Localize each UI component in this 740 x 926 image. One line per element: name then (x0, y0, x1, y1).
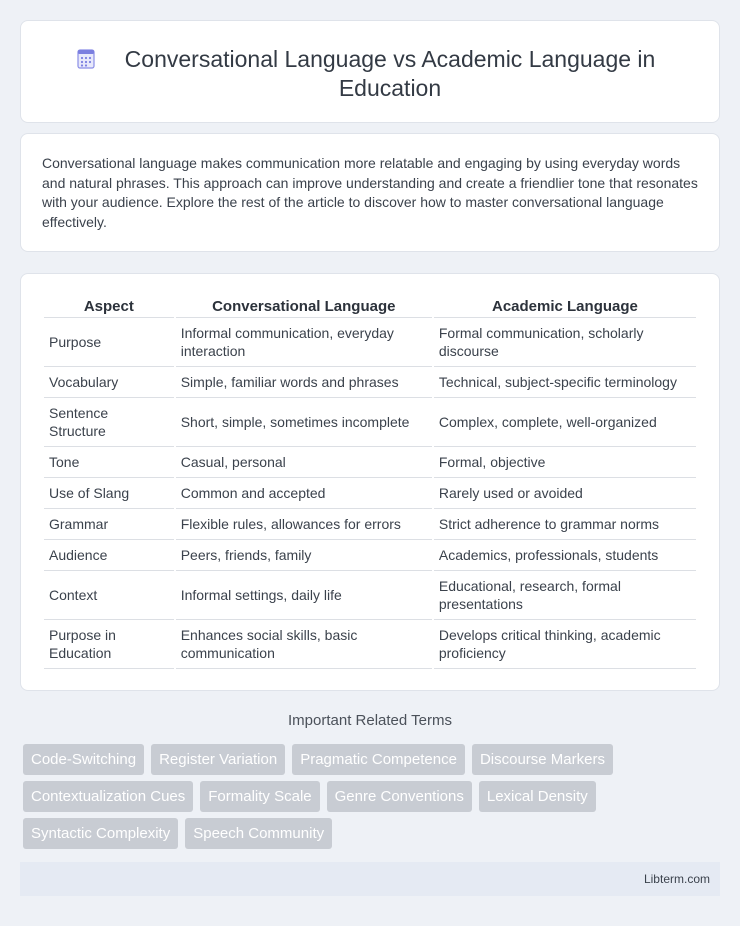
table-cell-conversational: Flexible rules, allowances for errors (176, 509, 432, 540)
title-card (20, 20, 720, 123)
table-cell-academic: Formal, objective (434, 447, 696, 478)
table-cell-academic: Develops critical thinking, academic proficiency (434, 620, 696, 669)
table-cell-conversational: Short, simple, sometimes incomplete (176, 398, 432, 447)
related-term-tag[interactable]: Formality Scale (200, 781, 319, 812)
table-cell-conversational: Simple, familiar words and phrases (176, 367, 432, 398)
table-cell-aspect: Grammar (44, 509, 174, 540)
column-header-academic: Academic Language (434, 296, 696, 318)
related-terms-heading: Important Related Terms (288, 712, 452, 729)
table-cell-aspect: Tone (44, 447, 174, 478)
table-row (44, 398, 696, 447)
comparison-table-card (20, 273, 720, 691)
related-term-tag[interactable]: Lexical Density (479, 781, 596, 812)
table-row (44, 367, 696, 398)
comparison-table (42, 296, 698, 669)
related-term-tag[interactable]: Syntactic Complexity (23, 818, 178, 849)
table-cell-academic: Academics, professionals, students (434, 540, 696, 571)
table-cell-aspect: Purpose in Education (44, 620, 174, 669)
footer (20, 862, 720, 896)
related-term-tag[interactable]: Discourse Markers (472, 744, 613, 775)
table-cell-academic: Strict adherence to grammar norms (434, 509, 696, 540)
table-cell-conversational: Enhances social skills, basic communication (176, 620, 432, 669)
table-cell-conversational: Casual, personal (176, 447, 432, 478)
table-row (44, 509, 696, 540)
table-cell-aspect: Vocabulary (44, 367, 174, 398)
table-row (44, 478, 696, 509)
table-row (44, 540, 696, 571)
table-cell-academic: Educational, research, formal presentations (434, 571, 696, 620)
table-cell-academic: Technical, subject-specific terminology (434, 367, 696, 398)
table-row (44, 620, 696, 669)
table-cell-aspect: Purpose (44, 318, 174, 367)
footer-site-link[interactable]: Libterm.com (643, 872, 710, 886)
intro-paragraph: Conversational language makes communication more relatable and engaging by using everyday words and natural phrases. This approach can improve understanding and create a friendlier tone that resonates with your audience. Explore the rest of the article to discover how to master conversational language effectively. (42, 155, 698, 230)
related-term-tag[interactable]: Register Variation (151, 744, 285, 775)
column-header-aspect: Aspect (44, 296, 174, 318)
table-cell-conversational: Peers, friends, family (176, 540, 432, 571)
table-row (44, 318, 696, 367)
table-row (44, 571, 696, 620)
related-terms-list (23, 744, 673, 849)
related-term-tag[interactable]: Pragmatic Competence (292, 744, 465, 775)
related-term-tag[interactable]: Code-Switching (23, 744, 144, 775)
related-term-tag[interactable]: Genre Conventions (327, 781, 472, 812)
table-cell-conversational: Informal settings, daily life (176, 571, 432, 620)
table-cell-aspect: Context (44, 571, 174, 620)
table-row (44, 447, 696, 478)
related-term-tag[interactable]: Contextualization Cues (23, 781, 193, 812)
table-cell-conversational: Common and accepted (176, 478, 432, 509)
intro-card (20, 133, 720, 252)
table-cell-conversational: Informal communication, everyday interaction (176, 318, 432, 367)
page-title: Conversational Language vs Academic Language in Education (124, 46, 656, 101)
column-header-conversational: Conversational Language (176, 296, 432, 318)
table-header-row (44, 296, 696, 318)
related-term-tag[interactable]: Speech Community (185, 818, 332, 849)
table-cell-academic: Formal communication, scholarly discourse (434, 318, 696, 367)
table-cell-aspect: Use of Slang (44, 478, 174, 509)
table-cell-aspect: Audience (44, 540, 174, 571)
table-cell-academic: Rarely used or avoided (434, 478, 696, 509)
table-cell-academic: Complex, complete, well-organized (434, 398, 696, 447)
table-cell-aspect: Sentence Structure (44, 398, 174, 447)
